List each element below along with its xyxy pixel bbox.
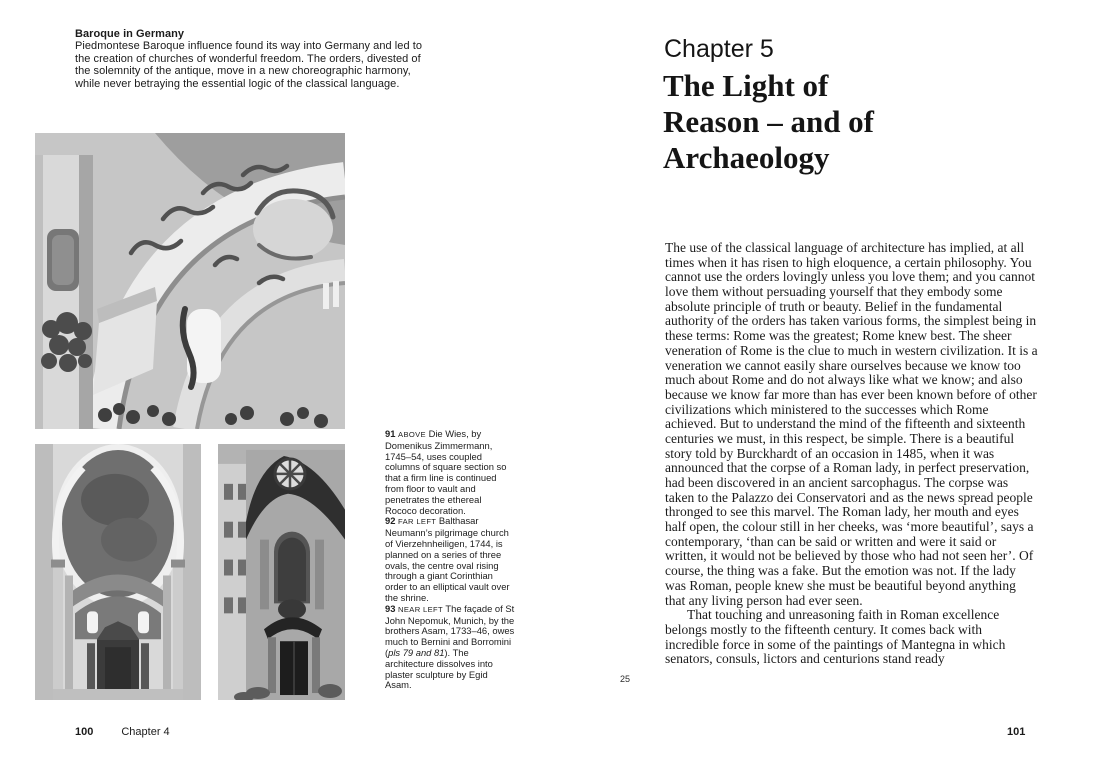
vierzehnheiligen-nave-image [35,444,201,700]
captions-column [385,429,515,691]
running-head-chapter: Chapter 4 [121,726,170,738]
caption-number: 92 [385,515,396,527]
caption-position-label: NEAR LEFT [398,604,443,614]
photo-die-wies-interior [35,133,345,429]
section-intro-text: Piedmontese Baroque influence found its way into Germany and led to the creation of churches of wonderful freedom. The orders, divested of the solemnity of the antique, move in a new choreographic harmony, while never betraying the essential logic of the classical language. [75,40,423,90]
chapter-title-line: The Light of [663,68,829,103]
photo-vierzehnheiligen-nave [35,444,201,700]
caption-number: 93 [385,602,396,614]
right-page-number: 101 [1007,726,1026,738]
chapter-title [663,68,993,176]
chapter-title-line: Reason – and of [663,104,875,139]
photo-asam-facade [218,444,345,700]
section-heading: Baroque in Germany [75,28,185,40]
caption-91 [385,429,515,516]
caption-text: The façade of St John Nepomuk, Munich, by the brothers Asam, 1733–46, owes much to Bernini and Borromini ( [385,602,515,658]
caption-93 [385,604,515,691]
body-paragraph: The use of the classical language of architecture has implied, at all times when it has risen to high eloquence, a certain philosophy. You cannot use the orders lovingly unless you love them; and you cannot love them without persuading yourself that they embody some absolute principle of truth or beauty. Belief in the fundamental authority of the orders has taken various forms, the simplest being in these terms: Rome was the greatest; Rome knew best. The sheer veneration of Rome is the clue to much in western civilization. It is a veneration we cannot easily share ourselves because we know too much about Rome and do not always like what we know; and also because we know far more than has ever been known before of other civilizations which ministered to the successes which Rome achieved. But to understand the mind of the fifteenth and sixteenth centuries we must, in this respect, be simple. There is a beautiful story told by Burckhardt of an occasion in 1485, when it was announced that the corpse of a Roman lady, in perfect preservation, had been discovered in an ancient sarcophagus. The corpse was taken to the Palazzo dei Conservatori and as the news spread people thronged to see this marvel. The Roman lady, her mouth and eyes half open, the colour still in her cheeks, was ‘more beautiful’, says a contemporary, ‘than can be said or written and were it said or written, it would not be believed by those who had not seen her’. Of course, the thing was a fake. But the emotion was not. If the lady was Roman, people knew she must be beautiful beyond anything that any living person had ever seen. [665,240,1038,608]
caption-text: Balthasar Neumann’s pilgrimage church of Vierzehnheiligen, 1744, is planned on a series of three ovals, the centre oval rising through a giant Corinthian order to an elliptical vault over the shrine. [385,515,510,603]
caption-text: ). The architecture dissolves into plaster sculpture by Egid Asam. [385,646,493,691]
caption-number: 91 [385,428,396,439]
right-page-footer [1007,726,1025,738]
caption-position-label: FAR LEFT [398,517,437,527]
caption-plate-reference: pls 79 and 81 [388,646,445,658]
chapter-body-text [665,241,1038,667]
margin-plate-number: 25 [620,674,631,684]
die-wies-interior-image [35,133,345,429]
caption-92 [385,516,515,603]
left-page-footer [75,726,170,738]
chapter-title-line: Archaeology [663,140,830,175]
asam-facade-image [218,444,345,700]
left-page-number: 100 [75,726,94,738]
caption-text: Die Wies, by Domenikus Zimmermann, 1745–54, uses coupled columns of square section so that a firm line is continued from floor to vault and penetrates the ethereal Rococo decoration. [385,428,507,516]
body-paragraph: That touching and unreasoning faith in Roman excellence belongs mostly to the fifteenth century. It comes back with incredible force in some of the paintings of Mantegna in which senators, consuls, lictors and centurions stand ready [665,607,1006,667]
chapter-number: Chapter 5 [664,35,774,63]
intro-block [75,28,433,90]
caption-position-label: ABOVE [398,430,426,439]
